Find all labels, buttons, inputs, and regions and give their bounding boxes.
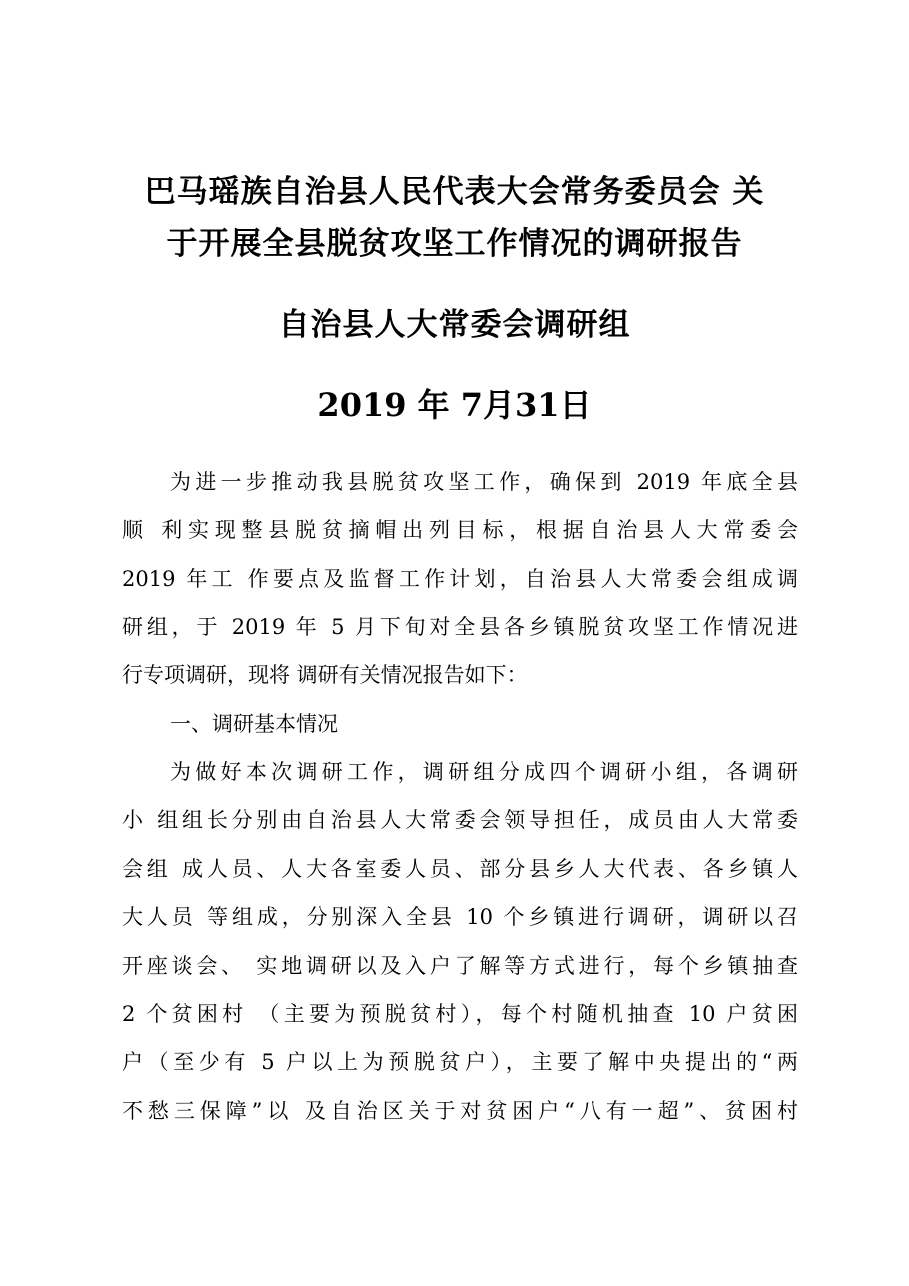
- paragraph-1-line-2: 顺 利实现整县脱贫摘帽出列目标，根据自治县人大常委会: [122, 518, 798, 542]
- document-title-line-2: 于开展全县脱贫攻坚工作情况的调研报告: [166, 226, 743, 262]
- paragraph-1-line-1: 为进一步推动我县脱贫攻坚工作，确保到 2019 年底全县: [170, 470, 798, 494]
- paragraph-2-line-6: 2 个贫困村 （主要为预脱贫村），每个村随机抽查 10 户贫困: [122, 1002, 798, 1026]
- paragraph-1-line-4: 研组，于 2019 年 5 月下旬对全县各乡镇脱贫攻坚工作情况进: [122, 615, 798, 639]
- document-organization: 自治县人大常委会调研组: [278, 307, 631, 343]
- paragraph-2-line-7: 户（至少有 5 户以上为预脱贫户），主要了解中央提出的“两: [122, 1050, 798, 1074]
- paragraph-2-line-4: 大人员 等组成，分别深入全县 10 个乡镇进行调研，调研以召: [122, 905, 798, 929]
- paragraph-2-line-3: 会组 成人员、人大各室委人员、部分县乡人大代表、各乡镇人: [122, 857, 798, 881]
- section-heading: 一、调研基本情况: [170, 712, 338, 736]
- paragraph-2-line-1: 为做好本次调研工作，调研组分成四个调研小组，各调研: [170, 760, 798, 784]
- document-title-line-1: 巴马瑶族自治县人民代表大会常务委员会 关: [144, 174, 765, 210]
- document-date: 2019 年 7月31日: [317, 386, 592, 424]
- paragraph-1-line-5: 行专项调研，现将 调研有关情况报告如下：: [122, 663, 528, 687]
- paragraph-2-line-8: 不愁三保障”以 及自治区关于对贫困户“八有一超”、贫困村: [122, 1099, 798, 1123]
- paragraph-2-line-2: 小 组组长分别由自治县人大常委会领导担任，成员由人大常委: [122, 808, 798, 832]
- paragraph-1-line-3: 2019 年工 作要点及监督工作计划，自治县人大常委会组成调: [122, 567, 798, 591]
- paragraph-2-line-5: 开座谈会、 实地调研以及入户了解等方式进行，每个乡镇抽查: [122, 954, 798, 978]
